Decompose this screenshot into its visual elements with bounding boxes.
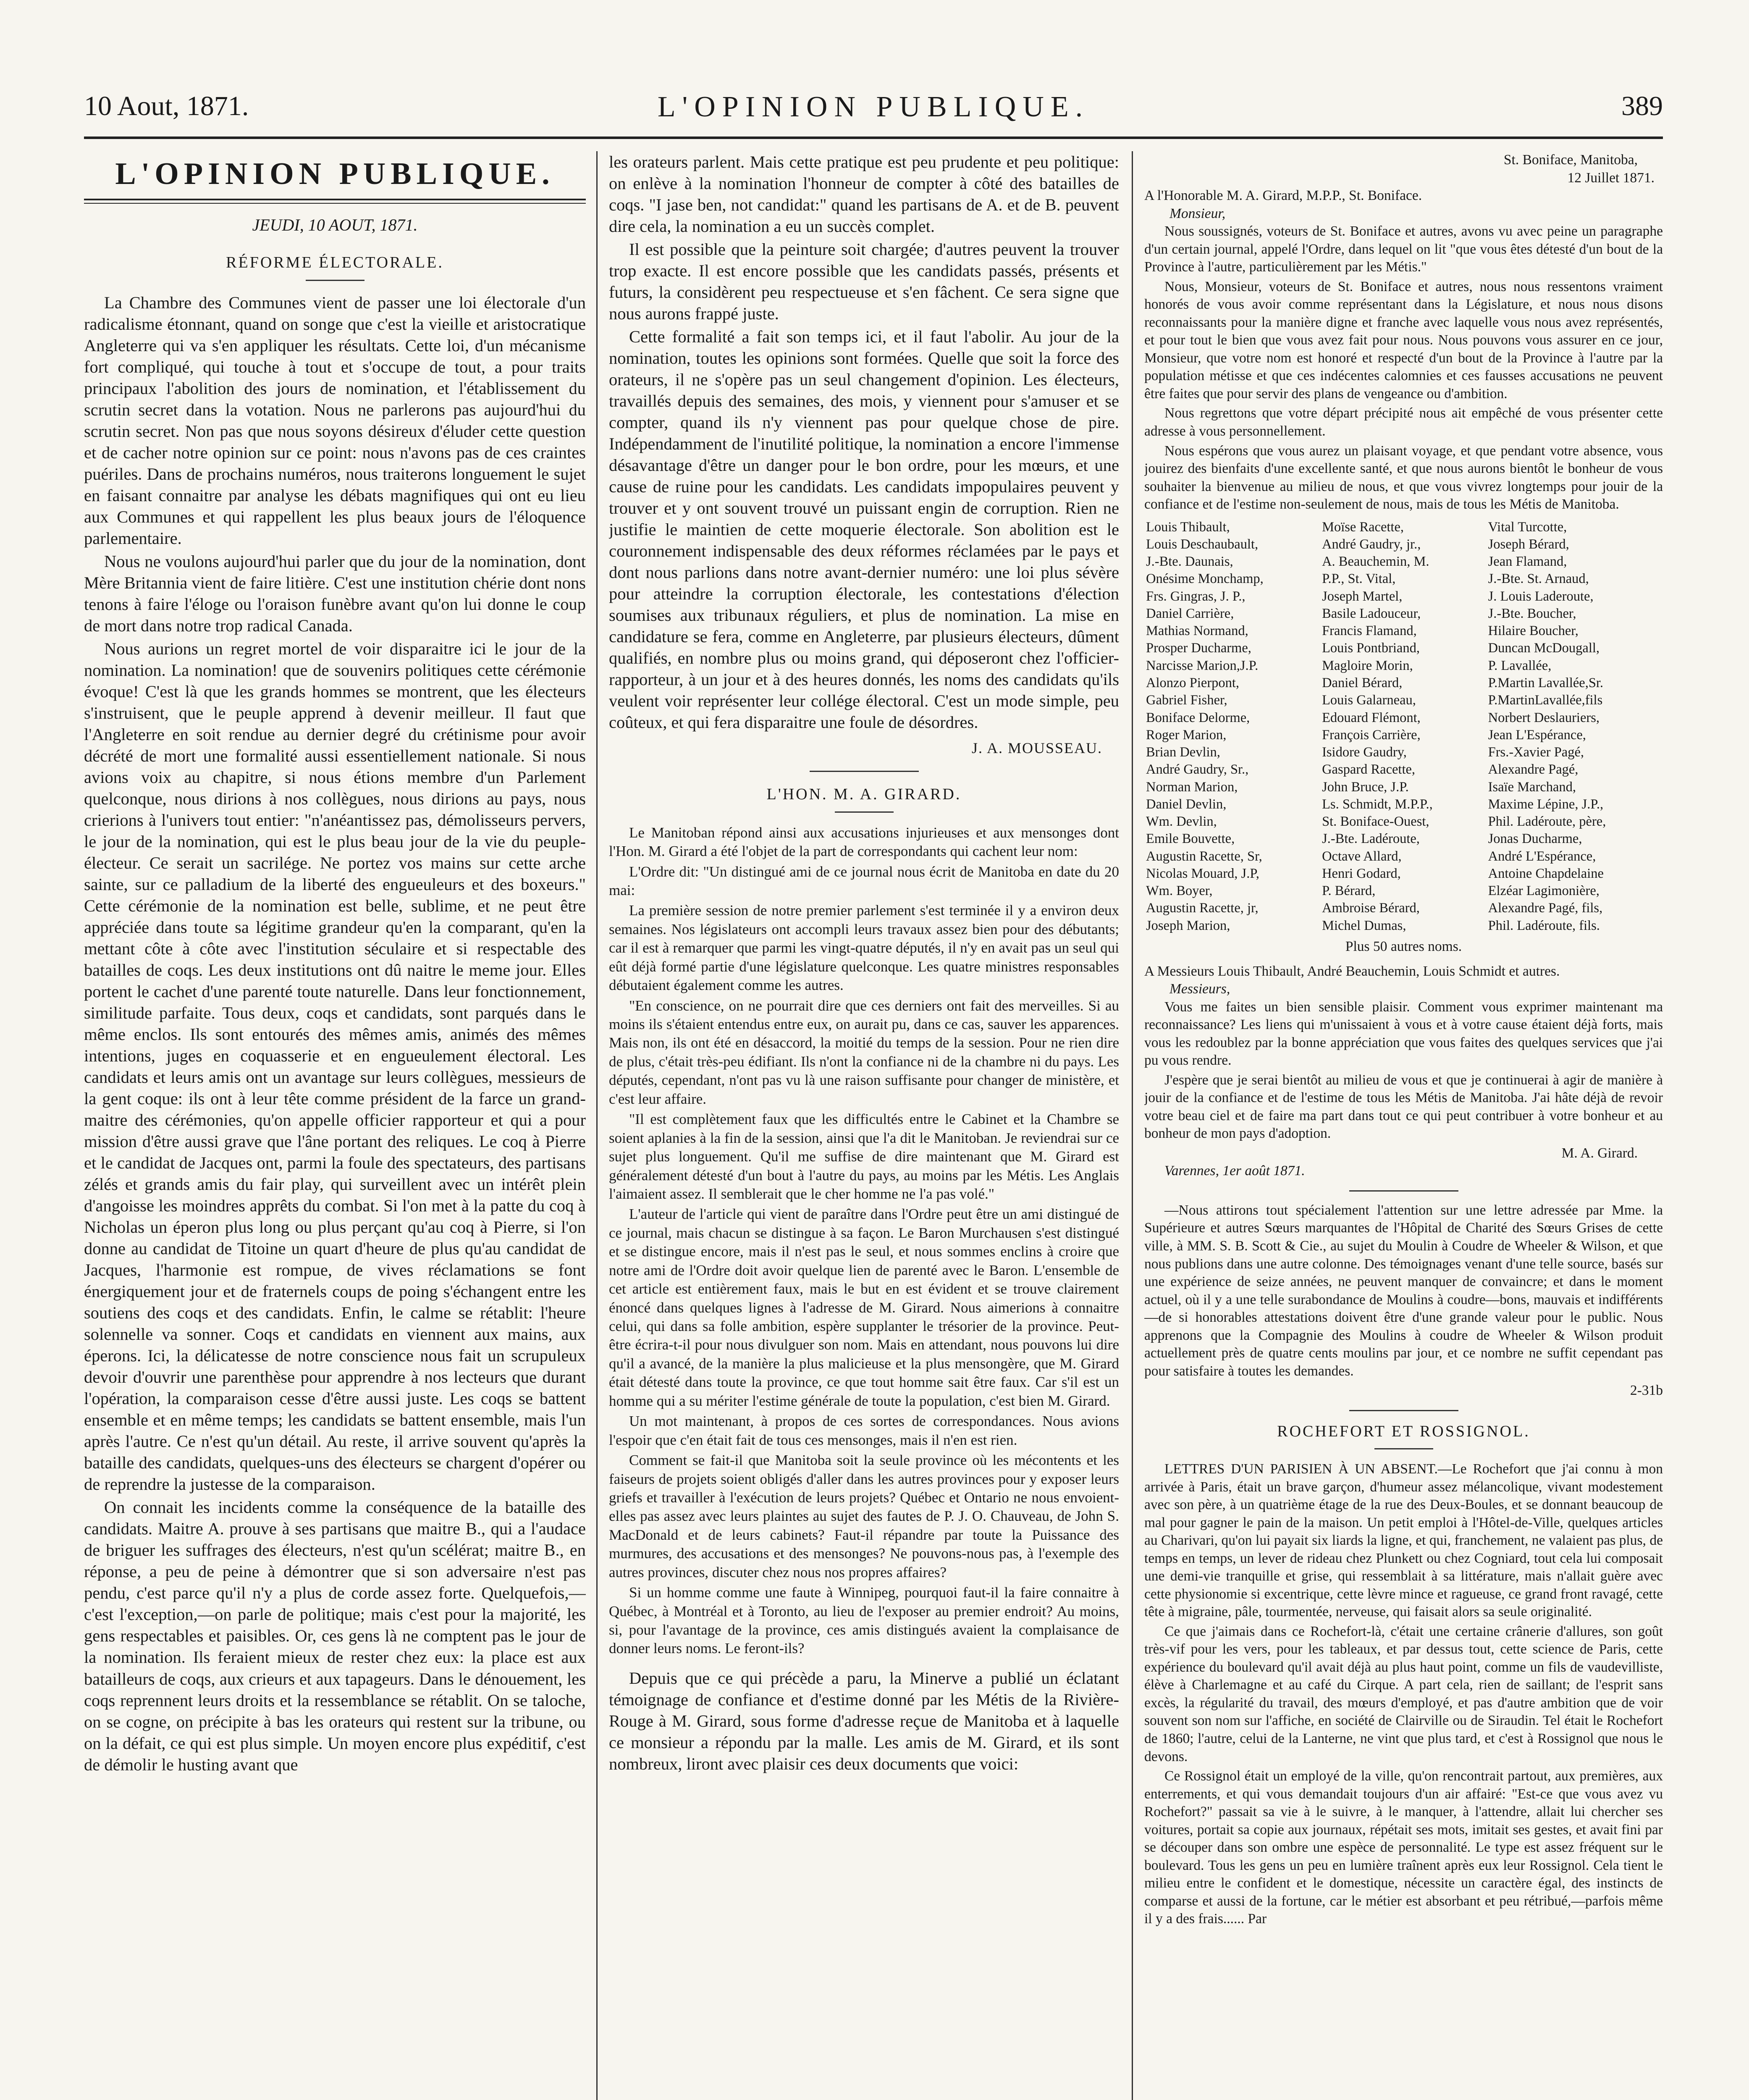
signatory-name: Louis Deschaubault, [1146, 536, 1259, 552]
article-title: L'HON. M. A. GIRARD. [766, 785, 962, 803]
signatory-name: Louis Pontbriand, [1322, 640, 1420, 656]
header-date: 10 Aout, 1871. [84, 91, 249, 121]
header-rule [84, 136, 1663, 139]
signatory-name: André L'Espérance, [1488, 848, 1596, 864]
reply-signature: M. A. Girard. [1561, 1145, 1638, 1161]
reply-salutation: Messieurs, [1169, 981, 1230, 997]
paragraph: Il est possible que la peinture soit chargée; d'autres peuvent la trouver trop exacte. Il est encore possible que les candidats passés, présents et futurs, la considèrent peu respectueuse et s'en fâchent. Ce sera signe que nous aurons frappé juste. [609, 240, 1119, 323]
signatory-name: Jean L'Espérance, [1488, 727, 1586, 743]
signatory-name: Duncan McDougall, [1488, 640, 1600, 656]
page-number: 389 [1621, 91, 1663, 121]
signatory-name: Brian Devlin, [1146, 745, 1220, 760]
signatory-row [1144, 761, 1663, 778]
title-rule [1374, 1448, 1433, 1449]
address-to: A l'Honorable M. A. Girard, M.P.P., St. Boniface. [1144, 188, 1422, 204]
signatory-name: André Gaudry, Sr., [1146, 762, 1249, 777]
article-title: RÉFORME ÉLECTORALE. [226, 253, 444, 271]
paragraph: Ce Rossignol était un employé de la ville, qu'on rencontrait partout, aux premières, aux enterrements, et qui vous demandait toujours d'un air affairé: "Est-ce que vous avez vu Rochefort?" passait sa vie à le suivre, à le manquer, à l'attendre, allait lui chercher ses voitures, portait sa copie aux journaux, répétait ses mots, imitait ses gestes, et avait fini par se découper dans son ombre une espèce de personnalité. Le type est assez fréquent sur le boulevard. Tous les gens un peu en lumière traînent après eux leur Rossignol. Cela tient le milieu entre le confident et le domestique, nécessite un caractère égal, des instincts de comparse et aussi de la fortune, car le métier est absorbant et peu rétribué,—parfois même il y a des frais...... Par [1144, 1768, 1663, 1927]
paragraph: Vous me faites un bien sensible plaisir. Comment vous exprimer maintenant ma reconnaissance? Les liens qui m'unissaient à vous et à votre cause étaient déjà forts, mais vous les redoublez par la bonne appréciation que vous faites des quelques services que j'ai pu vous rendre. [1144, 999, 1663, 1068]
paragraph: Nous aurions un regret mortel de voir disparaitre ici le jour de la nomination. La nomination! que de souvenirs politiques cette cérémonie évoque! C'est là que les grands hommes se montrent, que les électeurs s'instruisent, que le peuple apprend à devenir meilleur. Il faut que l'Angleterre en soit rendue au dernier degré du crétinisme pour avoir décrété de mort une formalité aussi essentiellement nationale. Si nous avions voix au chapitre, si nous étions membre d'un Parlement quelconque, nous dirions à nos collègues, nous dirions au pays, nous crierions à l'univers tout entier: "n'anéantissez pas, démolisseurs pervers, le jour de la nomination, qui est le plus beau jour de la vie du peuple-électeur. Ce serait un sacrilége. Ne portez vos mains sur cette arche sainte, sur ce palladium de la liberté des engueuleurs et des boxeurs." Cette cérémonie de la nomination est belle, sublime, et ne peut être appréciée dans toute sa légitime grandeur qu'en la comparant, qu'en la mettant côte à côte avec l'institution séculaire et si respectable des batailles de coqs. Les deux institutions ont dû naitre le meme jour. Elles portent le cachet d'une parenté toute naturelle. Dans leur fonctionnement, similitude parfaite. Tous deux, coqs et candidats, sont parqués dans le même enclos. Ils sont entourés des mêmes amis, animés des mêmes intentions, juges en coquasserie et en engueulement électoral. Les candidats et leurs amis ont un avantage sur leurs collègues, messieurs de la gent coque: ils ont à leur tête comme président de la farce un grand-maitre des cérémonies, qu'on appelle officier rapporteur et qui a pour mission d'être aussi grave que l'âne portant des reliques. Le coq à Pierre et le candidat de Jacques ont, parmi la foule des spectateurs, des partisans zélés et grands amis du fair play, qui surveillent avec un intérêt plein d'angoisse les moindres apprêts du combat. Si l'on met à la patte du coq à Nicholas un éperon plus long ou plus perçant qu'au coq à Pierre, si l'on donne au candidat de Titoine un quart d'heure de plus qu'au candidat de Jacques, l'harmonie est rompue, de vives réclamations se font énergiquement jour et de fraternels coups de poing s'échangent entre les soutiens des coqs et des candidats. Enfin, le calme se rétablit: l'heure solennelle va sonner. Coqs et candidats en viennent aux mains, aux éperons. Ici, la délicatesse de notre conscience nous fait un scrupuleux devoir d'ouvrir une parenthèse pour apprendre à nos lecteurs que durant l'opération, la comparaison cesse d'être aussi juste. Les coqs se battent ensemble et en même temps; les candidats se battent ensemble, mais l'un après l'autre. Ce n'est qu'un détail. Au reste, il arrive souvent qu'après la bataille des candidats, quelques-uns des électeurs se chargent d'opérer ou de reprendre la justesse de la comparaison. [84, 639, 586, 1494]
signatory-name: Wm. Devlin, [1146, 814, 1217, 830]
paragraph: Ce que j'aimais dans ce Rochefort-là, c'était une certaine crânerie d'allures, son goût très-vif pour les vers, pour les tableaux, et par dessus tout, cette science de Paris, cette expérience du boulevard qu'il avait déjà au plus haut point, comme un fils de vaudevilliste, élève à Charlemagne et au café du Cirque. A part cela, rien de saillant; de l'esprit sans excès, la régularité du travail, des mœurs d'employé, et pas d'autre ambition que de voir souvent son nom sur l'affiche, en société de Clairville ou de Siraudin. Tel était le Rochefort de 1860; l'autre, celui de la Lanterne, ne vint que plus tard, et c'est à Rossignol que nous le devons. [1144, 1623, 1663, 1764]
title-rule [306, 280, 364, 281]
section-rule [1349, 1190, 1458, 1192]
masthead: L'OPINION PUBLIQUE. [115, 157, 555, 191]
column-divider [596, 151, 598, 2100]
signatory-name: Phil. Ladéroute, père, [1488, 814, 1606, 830]
signatory-row [1144, 779, 1663, 796]
signatory-name: Daniel Devlin, [1146, 796, 1227, 812]
masthead-rule [84, 199, 586, 204]
signatory-name: Francis Flamand, [1322, 623, 1417, 639]
section-rule [1349, 1410, 1458, 1411]
notice-paragraph: —Nous attirons tout spécialement l'attention sur une lettre adressée par Mme. la Supérieure et autres Sœurs marquantes de l'Hôpital de Charité des Sœurs Grises de cette ville, à MM. S. B. Scott & Cie., au sujet du Moulin à Coudre de Wheeler & Wilson, et que nous publions dans une autre colonne. Des témoignages venant d'une telle source, basés sur une expérience de seize années, ne peuvent manquer de convaincre; et dans le moment actuel, où il y a une telle surabondance de Moulins à coudre—bons, mauvais et indifférents—de si honorables attestations doivent être d'une grande valeur pour le public. Nous apprenons que la Compagnie des Moulins à coudre de Wheeler & Wilson produit actuellement près de quatre cents moulins par jour, et ce nombre ne suffit cependant pas pour satisfaire à toutes les demandes. [1144, 1202, 1663, 1379]
signatory-row [1144, 882, 1663, 900]
signatory-name: Alexandre Pagé, [1488, 762, 1579, 777]
signatory-name: Prosper Ducharme, [1146, 640, 1251, 656]
signatory-row [1144, 692, 1663, 709]
paragraph: LETTRES D'UN PARISIEN À UN ABSENT.—Le Rochefort que j'ai connu à mon arrivée à Paris, était un brave garçon, d'humeur assez mélancolique, vivant modestement avec son père, à un quatrième étage de la rue des Deux-Boules, et se donnant beaucoup de mal pour gagner le pain de la maison. Un petit emploi à l'Hôtel-de-Ville, quelques articles au Charivari, qu'on lui payait six liards la ligne, et qui, franchement, ne valaient pas plus, de temps en temps, un lever de rideau chez Plunkett ou chez Cogniard, tout cela lui composait une demi-vie tranquille et grise, qui ressemblait à sa littérature, mais n'allait guère avec cette physionomie si excentrique, cette lèvre mince et ragueuse, ce grand front ravagé, cette tête à migraine, pâle, tourmentée, nerveuse, qui faisait alors sa seule originalité. [1144, 1461, 1663, 1620]
signatory-row [1144, 796, 1663, 813]
signature: J. A. MOUSSEAU. [971, 740, 1102, 757]
signatory-name: Onésime Monchamp, [1146, 571, 1264, 587]
signatory-name: Daniel Carrière, [1146, 606, 1234, 621]
article-title: ROCHEFORT ET ROSSIGNOL. [1277, 1422, 1530, 1440]
signatory-row [1144, 900, 1663, 917]
signatory-row [1144, 744, 1663, 761]
signatory-row [1144, 519, 1663, 536]
signatory-name: Basile Ladouceur, [1322, 606, 1421, 621]
signatory-name: Joseph Martel, [1322, 588, 1403, 604]
signatory-name: Magloire Morin, [1322, 658, 1413, 673]
signatory-name: P.Martin Lavallée,Sr. [1488, 675, 1604, 691]
signatory-name: Roger Marion, [1146, 727, 1227, 743]
paragraph: Nous regrettons que votre départ précipité nous ait empêché de vous présenter cette adresse à vous personnellement. [1144, 405, 1663, 439]
signatory-name: Frs. Gingras, J. P., [1146, 588, 1246, 604]
signatory-row [1144, 657, 1663, 675]
signatory-name: Maxime Lépine, J.P., [1488, 796, 1604, 812]
signatory-name: Mathias Normand, [1146, 623, 1248, 639]
signatory-name: St. Boniface-Ouest, [1322, 814, 1429, 830]
signatory-name: J.-Bte. Ladéroute, [1322, 831, 1420, 847]
signatory-name: Phil. Ladéroute, fils. [1488, 918, 1600, 933]
plus-names: Plus 50 autres noms. [1345, 939, 1462, 954]
signatory-name: Isidore Gaudry, [1322, 745, 1407, 760]
reply-address: A Messieurs Louis Thibault, André Beauchemin, Louis Schmidt et autres. [1144, 963, 1560, 979]
signatory-name: Vital Turcotte, [1488, 519, 1567, 535]
page-header [84, 90, 1663, 128]
signatory-row [1144, 830, 1663, 848]
paragraph: Comment se fait-il que Manitoba soit la seule province où les mécontents et les faiseurs de projets soient obligés d'aller dans les autres provinces pour y exposer leurs griefs et travailler à l'exécution de leurs projets? Québec et Ontario ne nous envoient-elles pas assez avec leurs plaintes au sujet des fautes de P. J. O. Chauveau, de John S. MacDonald et de leurs cabinets? Faut-il répandre par toute la Puissance des murmures, des accusations et des mensonges? Ne pouvons-nous pas, à l'exemple des autres provinces, discuter chez nous nos propres affaires? [609, 1452, 1119, 1580]
paragraph: Nous espérons que vous aurez un plaisant voyage, et que pendant votre absence, vous jouirez des bienfaits d'une excellente santé, et que nous aurons bientôt le bonheur de vous souhaiter la bienvenue au milieu de nous, et que vous vivrez longtemps pour jouir de la confiance et de l'estime non-seulement de nous, mais de tous les Métis de Manitoba. [1144, 443, 1663, 512]
signatory-name: Antoine Chapdelaine [1488, 866, 1604, 881]
signatory-row [1144, 727, 1663, 744]
paragraph: J'espère que je serai bientôt au milieu de vous et que je continuerai à agir de manière à jouir de la confiance et de l'estime de tous les Métis de Manitoba. J'ai hâte déjà de revoir votre beau ciel et de faire ma part dans tout ce qui peut contribuer à votre bonheur et au bonheur de mon pays d'adoption. [1144, 1072, 1663, 1142]
signatory-name: Edouard Flémont, [1322, 710, 1421, 725]
signatory-name: Octave Allard, [1322, 848, 1402, 864]
column-2 [609, 151, 1119, 2100]
title-rule [835, 811, 894, 813]
signatory-name: John Bruce, J.P. [1322, 779, 1409, 795]
paragraph: Le Manitoban répond ainsi aux accusations injurieuses et aux mensonges dont l'Hon. M. Girard a été l'objet de la part de correspondants qui cachent leur nom: [609, 824, 1119, 860]
paragraph: Si un homme comme une faute à Winnipeg, pourquoi faut-il la faire connaitre à Québec, à Montréal et à Toronto, au lieu de l'exposer au premier endroit? Au moins, si, pour l'avantage de la province, ces amis distingués avaient la complaisance de donner leurs noms. Le feront-ils? [609, 1584, 1119, 1657]
signatory-name: Augustin Racette, Sr, [1146, 848, 1262, 864]
signatory-name: J.-Bte. St. Arnaud, [1488, 571, 1589, 587]
signatory-row [1144, 675, 1663, 692]
paragraph: Un mot maintenant, à propos de ces sortes de correspondances. Nous avions l'espoir que c'en était fait de tous ces mensonges, mais il n'en est rien. [609, 1413, 1119, 1448]
small-print-block [609, 824, 1119, 1658]
signatory-name: Alexandre Pagé, fils, [1488, 900, 1603, 916]
signatory-row [1144, 813, 1663, 830]
paragraph: L'Ordre dit: "Un distingué ami de ce journal nous écrit de Manitoba en date du 20 mai: [609, 863, 1119, 898]
signatory-name: Hilaire Boucher, [1488, 623, 1579, 639]
paragraph: Nous ne voulons aujourd'hui parler que du jour de la nomination, dont Mère Britannia vient de faire litière. C'est une institution chérie dont nons tenons à faire l'éloge ou l'oraison funèbre avant qu'on lui donne le coup de mort dans notre trop radical Canada. [84, 551, 586, 635]
paragraph: Nous soussignés, voteurs de St. Boniface et autres, avons vu avec peine un paragraphe d'un certain journal, appelé l'Ordre, dans lequel on lit "que vous êtes détesté d'un bout de la Province à l'autre, particulièrement par les Métis." [1144, 223, 1663, 275]
section-rule [810, 771, 919, 772]
paragraph: Cette formalité a fait son temps ici, et il faut l'abolir. Au jour de la nomination, toutes les opinions sont formées. Quelle que soit la force des orateurs, il ne s'opère pas un seul changement d'opinion. Les électeurs, travaillés depuis des semaines, des mois, y viennent pour s'amuser et se compter, quand ils n'y viennent pas pour quelque chose de pire. Indépendamment de l'inutilité politique, la nomination a encore l'immense désavantage d'être un danger pour le bon ordre, pour les mœurs, et une cause de ruine pour les candidats. Les candidats impopulaires peuvent y trouver et y ont souvent trouvé un puissant engin de corruption. Rien ne justifie le maintien de cette moquerie électorale. Son abolition est le couronnement indispensable des deux réformes réclamées par le pays et dont nous parlions dans notre avant-dernier numéro: une loi plus sévère pour atteindre la corruption électorale, les contestations d'élection soumises aux tribunaux réguliers, et plus de nomination. La mise en candidature se fera, comme en Angleterre, par plusieurs électeurs, dûment qualifiés, en nombre plus ou moins grand, qui déposeront chez l'officier-rapporteur, à un jour et à des heures donnés, les noms des candidats qu'ils veulent voir représenter leur collége électoral. C'est un mode simple, peu coûteux, et qui fera disparaitre une foule de désordres. [609, 327, 1119, 732]
signatory-name: Louis Galarneau, [1322, 693, 1416, 708]
signatory-name: J.-Bte. Daunais, [1146, 554, 1233, 570]
signatory-name: Joseph Bérard, [1488, 536, 1569, 552]
signatory-name: Moïse Racette, [1322, 519, 1404, 535]
signatory-name: Narcisse Marion,J.P. [1146, 658, 1259, 673]
signatory-name: Wm. Boyer, [1146, 883, 1213, 899]
header-running-title: L'OPINION PUBLIQUE. [657, 91, 1090, 123]
address-line: 12 Juillet 1871. [1567, 170, 1655, 186]
paragraph: La première session de notre premier parlement s'est terminée il y a environ deux semaines. Nos législateurs ont accompli leurs travaux assez bien pour des débutants; car il est à remarquer que parmi les vingt-quatre députés, il n'y en avait pas un seul qui eût déjà formé partie d'une législature quelconque. Les quatre ministres responsables débutaient également comme les autres. [609, 902, 1119, 994]
signatory-row [1144, 865, 1663, 882]
signatory-row [1144, 917, 1663, 934]
signatory-name: Emile Bouvette, [1146, 831, 1235, 847]
dateline: JEUDI, 10 AOUT, 1871. [252, 215, 418, 235]
signatory-name: Jonas Ducharme, [1488, 831, 1582, 847]
signatory-row [1144, 588, 1663, 605]
column-divider [1132, 151, 1133, 2100]
signatory-name: A. Beauchemin, M. [1322, 554, 1429, 570]
column-1 [84, 151, 586, 2100]
signatory-row [1144, 640, 1663, 657]
signatory-row [1144, 622, 1663, 640]
signatory-name: P. Bérard, [1322, 883, 1376, 899]
signatory-name: Frs.-Xavier Pagé, [1488, 745, 1584, 760]
salutation: Monsieur, [1169, 205, 1226, 221]
signatory-name: P.MartinLavallée,fils [1488, 693, 1603, 708]
signatory-name: J. Louis Laderoute, [1488, 588, 1594, 604]
signatory-name: P.P., St. Vital, [1322, 571, 1396, 587]
paragraph: On connait les incidents comme la conséquence de la bataille des candidats. Maitre A. prouve à ses partisans que maitre B., qui a l'audace de briguer les suffrages des électeurs, n'est qu'un scélérat; maitre B., en réponse, a peu de peine à démontrer que si son adversaire n'est pas pendu, c'est parce qu'il n'y a plus de corde assez forte. Quelquefois,—c'est l'exception,—on parle de politique; mais c'est pour la majorité, les gens respectables et paisibles. Or, ces gens là ne comptent pas le jour de la nomination. Ils feraient mieux de rester chez eux: la place est aux batailleurs de coqs, aux crieurs et aux tapageurs. Dans le dénouement, les coqs reprennent leurs droits et la ressemblance se rétablit. On se taloche, on se cogne, on précipite à bas les orateurs qui restent sur la tribune, ou on la défait, ce qui est plus simple. Un moyen encore plus expéditif, c'est de démolir le husting avant que [84, 1498, 586, 1774]
signatory-row [1144, 570, 1663, 588]
column-3 [1144, 151, 1663, 2100]
signatory-name: Ambroise Bérard, [1322, 900, 1420, 916]
signatory-name: Nicolas Mouard, J.P, [1146, 866, 1259, 881]
paragraph: les orateurs parlent. Mais cette pratique est peu prudente et peu politique: on enlève à la nomination l'honneur de compter à côté des batailles de coqs. "I jase ben, not candidat:" quand les partisans de A. et de B. peuvent dire cela, la nomination a eu un succès complet. [609, 152, 1119, 236]
signatory-name: Boniface Delorme, [1146, 710, 1250, 725]
signatory-row [1144, 553, 1663, 570]
signatory-name: Isaïe Marchand, [1488, 779, 1576, 795]
paragraph: Nous, Monsieur, voteurs de St. Boniface et autres, nous nous ressentons vraiment honorés de vous avoir comme représentant dans la Législature, et nous nous disons reconnaissants pour la manière digne et franche avec laquelle vous nous avez représentés, et pour tout le bien que vous avez fait pour nous. Nous pouvons vous assurer en ce jour, Monsieur, que votre nom est honoré et respecté d'un bout de la Province à l'autre par la population métisse et que ces indécentes calomnies et ces fausses accusations ne peuvent être faites que pour servir des plans de vengeance ou d'ambition. [1144, 278, 1663, 402]
signatory-name: Norbert Deslauriers, [1488, 710, 1600, 725]
signatory-name: Augustin Racette, jr, [1146, 900, 1259, 916]
signatory-name: Daniel Bérard, [1322, 675, 1403, 691]
signatory-name: Ls. Schmidt, M.P.P., [1322, 796, 1433, 812]
signatory-name: P. Lavallée, [1488, 658, 1552, 673]
signatory-name: André Gaudry, jr., [1322, 536, 1421, 552]
signatory-name: J.-Bte. Boucher, [1488, 606, 1576, 621]
signatory-row [1144, 605, 1663, 622]
reply-place: Varennes, 1er août 1871. [1164, 1163, 1305, 1179]
paragraph: L'auteur de l'article qui vient de paraître dans l'Ordre peut être un ami distingué de ce journal, mais chacun se distingue à sa façon. Le Baron Murchausen s'est distingué et se distingue encore, mais il n'est pas le seul, et nous sommes enclins à croire que notre ami de l'Ordre doit avoir quelque lien de parenté avec le Baron. L'ensemble de cet article est entièrement faux, mais le but en est évident et se trouve clairement énoncé dans quelques lignes à l'adresse de M. Girard. Nous aimerions à connaitre celui, qui dans sa folle ambition, espère supplanter le trésorier de la province. Peut-être écrira-t-il pour nous divulguer son nom. Mais en attendant, nous pouvons lui dire qu'il a avancé, de la manière la plus malicieuse et la plus mensongère, que M. Girard était détesté dans toute la province, ce que tout homme sait être faux. Car s'il est un homme qui a su mériter l'estime générale de toute la population, c'est bien M. Girard. [609, 1206, 1119, 1409]
signatory-row [1144, 536, 1663, 553]
paragraph: "Il est complètement faux que les difficultés entre le Cabinet et la Chambre se soient aplanies à la fin de la session, ainsi que l'a dit le Manitoban. Je reviendrai sur ce sujet plus longuement. Qu'il me suffise de dire maintenant que M. Girard est généralement détesté d'un bout à l'autre du pays, au moins par les Métis. Les Anglais l'aimaient assez. Il semblerait que le cher homme ne l'a pas volé." [609, 1111, 1119, 1202]
signatory-name: Joseph Marion, [1146, 918, 1230, 933]
signatory-name: François Carrière, [1322, 727, 1421, 743]
signatory-name: Elzéar Lagimonière, [1488, 883, 1600, 899]
paragraph: La Chambre des Communes vient de passer une loi électorale d'un radicalisme étonnant, quand on songe que c'est la vieille et aristocratique Angleterre qui va s'en appliquer les résultats. Cette loi, d'un mécanisme fort compliqué, qui touche à tout et s'occupe de tout, a pour traits principaux l'abolition des jours de nomination, et l'établissement du scrutin secret dans la votation. Nous ne parlerons pas aujourd'hui du scrutin secret. Non pas que nous soyons désireux d'éluder cette question et de cacher notre opinion sur ce point: nous n'avons pas de ces craintes puériles. Dans de prochains numéros, nous traiterons longuement le sujet en faisant connaitre par analyse les débats magnifiques qui ont eu lieu aux Communes et qui rappellent les plus beaux jours de l'éloquence parlementaire. [84, 293, 586, 548]
signatory-name: Alonzo Pierpont, [1146, 675, 1240, 691]
signatory-name: Michel Dumas, [1322, 918, 1406, 933]
paragraph: "En conscience, on ne pourrait dire que ces derniers ont fait des merveilles. Si au moins ils s'étaient entendus entre eux, on aurait pu, dans ce cas, sauver les apparences. Mais non, ils ont été en désaccord, la moitié du temps de la session. Pour ne rien dire de plus, c'était très-peu édifiant. Ils n'ont la confiance ni de la chambre ni du pays. Les députés, cependant, n'ont pas vu là une raison suffisante pour changer de ministère, et c'est leur affaire. [609, 997, 1119, 1107]
signatory-name: Jean Flamand, [1488, 554, 1567, 570]
signatory-name: Henri Godard, [1322, 866, 1401, 881]
signatory-name: Gaspard Racette, [1322, 762, 1416, 777]
notice-ref: 2-31b [1630, 1383, 1663, 1399]
signatory-name: Norman Marion, [1146, 779, 1238, 795]
address-line: St. Boniface, Manitoba, [1503, 152, 1638, 168]
paragraph: Depuis que ce qui précède a paru, la Minerve a publié un éclatant témoignage de confiance et d'estime donné par les Métis de la Rivière-Rouge à M. Girard, sous forme d'adresse reçue de Manitoba et à laquelle ce monsieur a répondu par la malle. Les amis de M. Girard, et ils sont nombreux, liront avec plaisir ces deux documents que voici: [609, 1668, 1119, 1773]
signatory-row [1144, 848, 1663, 865]
signatory-name: Louis Thibault, [1146, 519, 1230, 535]
signatory-row [1144, 709, 1663, 727]
signatories-table [1144, 519, 1663, 934]
signatory-name: Gabriel Fisher, [1146, 693, 1227, 708]
